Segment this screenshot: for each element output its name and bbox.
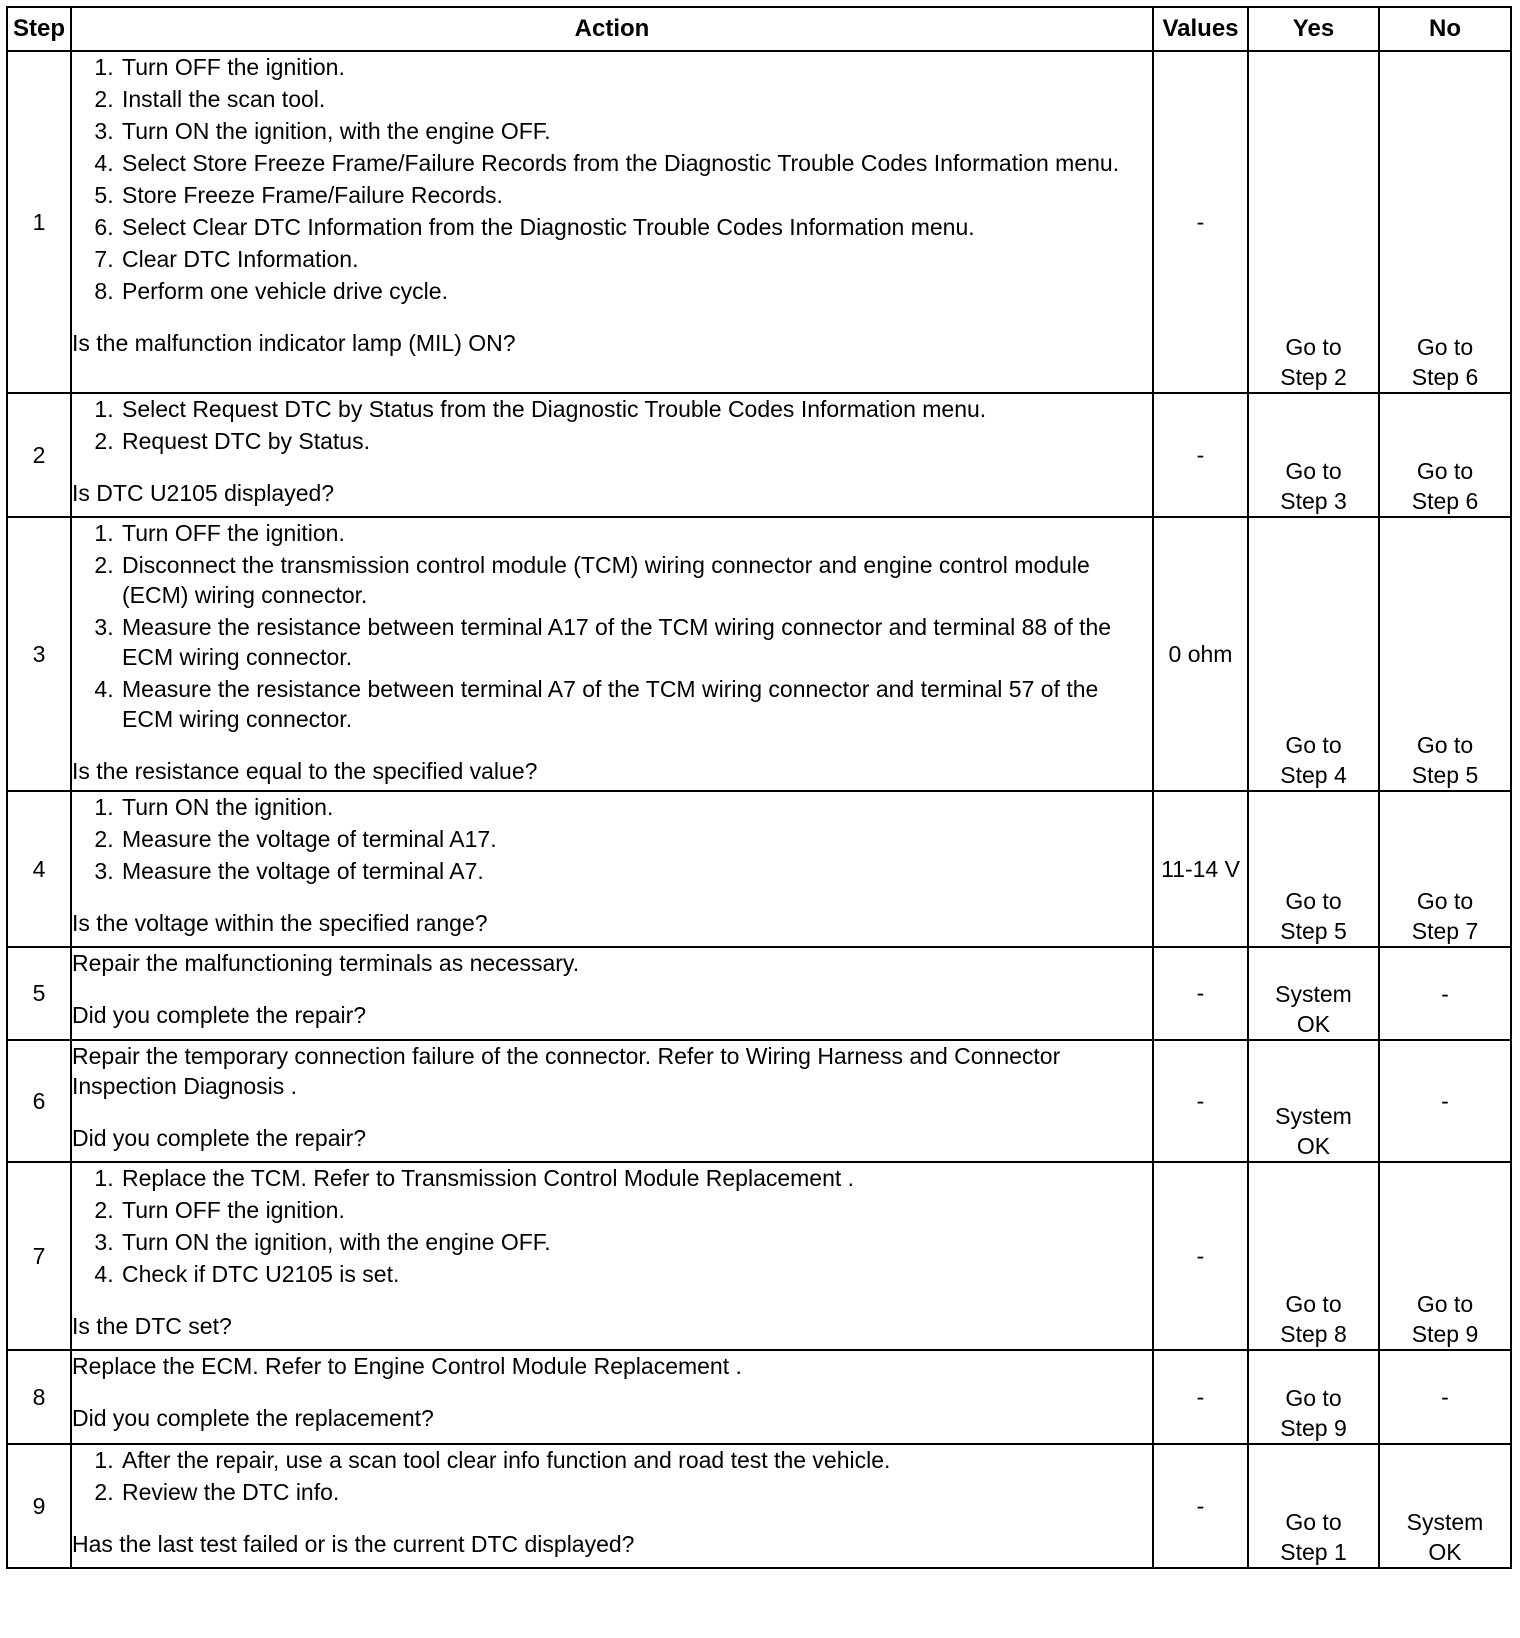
action-question: Is the voltage within the specified range? xyxy=(72,910,488,936)
no-cell xyxy=(1379,1444,1511,1568)
action-step: 1. Replace the TCM. Refer to Transmission Control Module Replacement . xyxy=(120,1163,1152,1193)
no-line: OK xyxy=(1428,1539,1462,1565)
yes-cell xyxy=(1248,51,1379,393)
yes-line: Step 1 xyxy=(1280,1539,1347,1565)
no-line: Go to xyxy=(1416,458,1474,484)
yes-line: Step 8 xyxy=(1280,1321,1347,1347)
action-steps xyxy=(72,1445,1152,1507)
no-cell xyxy=(1379,517,1511,791)
no-line: Go to xyxy=(1416,732,1474,758)
action-step: 3. Measure the voltage of terminal A7. xyxy=(120,856,1152,886)
yes-line: Step 4 xyxy=(1280,762,1347,788)
step-number: 5 xyxy=(7,947,71,1040)
step-number: 3 xyxy=(7,517,71,791)
action-steps xyxy=(72,1163,1152,1289)
header-row xyxy=(7,7,1511,51)
values-cell: 11-14 V xyxy=(1153,791,1248,947)
action-cell xyxy=(71,393,1153,517)
step-number: 9 xyxy=(7,1444,71,1568)
no-line: Go to xyxy=(1416,1291,1474,1317)
action-step: 8. Perform one vehicle drive cycle. xyxy=(120,276,1152,306)
yes-line: OK xyxy=(1296,1133,1331,1159)
table-row xyxy=(7,1040,1511,1162)
action-cell xyxy=(71,791,1153,947)
action-cell xyxy=(71,1162,1153,1350)
action-question: Has the last test failed or is the current DTC displayed? xyxy=(72,1531,635,1557)
header-values: Values xyxy=(1153,7,1248,51)
yes-cell xyxy=(1248,1162,1379,1350)
action-step: 1. Turn OFF the ignition. xyxy=(120,52,1152,82)
step-number: 1 xyxy=(7,51,71,393)
no-line: Go to xyxy=(1416,888,1474,914)
action-question: Did you complete the repair? xyxy=(72,1002,367,1028)
no-cell xyxy=(1379,1162,1511,1350)
action-step: 3. Measure the resistance between terminal A17 of the TCM wiring connector and terminal 88 of the ECM wiring connector. xyxy=(120,612,1152,672)
action-question: Is the resistance equal to the specified value? xyxy=(72,758,538,784)
yes-line: Go to xyxy=(1285,458,1342,484)
action-text: Repair the malfunctioning terminals as necessary. xyxy=(72,950,580,976)
yes-line: System xyxy=(1275,1103,1352,1129)
action-step: 1. Turn OFF the ignition. xyxy=(120,518,1152,548)
step-number: 8 xyxy=(7,1350,71,1444)
action-step: 2. Review the DTC info. xyxy=(120,1477,1152,1507)
values-cell: - xyxy=(1153,1162,1248,1350)
yes-line: Go to xyxy=(1285,1509,1342,1535)
no-cell xyxy=(1379,791,1511,947)
values-cell: - xyxy=(1153,1040,1248,1162)
step-number: 6 xyxy=(7,1040,71,1162)
action-question: Did you complete the repair? xyxy=(72,1125,367,1151)
action-step: 1. Turn ON the ignition. xyxy=(120,792,1152,822)
no-line: Step 5 xyxy=(1411,762,1479,788)
action-cell xyxy=(71,51,1153,393)
values-cell: - xyxy=(1153,51,1248,393)
action-question: Is the malfunction indicator lamp (MIL) ON? xyxy=(72,330,516,356)
values-cell: - xyxy=(1153,1350,1248,1444)
action-step: 3. Turn ON the ignition, with the engine OFF. xyxy=(120,116,1152,146)
yes-line: Step 3 xyxy=(1280,488,1347,514)
yes-line: Step 9 xyxy=(1280,1415,1347,1441)
yes-cell xyxy=(1248,517,1379,791)
table-row xyxy=(7,947,1511,1040)
yes-line: Go to xyxy=(1285,888,1342,914)
no-cell xyxy=(1379,1040,1511,1162)
action-text: Replace the ECM. Refer to Engine Control Module Replacement . xyxy=(72,1353,742,1379)
action-step: 1. After the repair, use a scan tool clear info function and road test the vehicle. xyxy=(120,1445,1152,1475)
table-row xyxy=(7,51,1511,393)
yes-line: Step 5 xyxy=(1280,918,1347,944)
action-step: 4. Select Store Freeze Frame/Failure Records from the Diagnostic Trouble Codes Information menu. xyxy=(120,148,1152,178)
no-line: - xyxy=(1441,980,1449,1007)
action-step: 4. Check if DTC U2105 is set. xyxy=(120,1259,1152,1289)
header-yes: Yes xyxy=(1248,7,1379,51)
yes-line: OK xyxy=(1296,1011,1331,1037)
no-line: Step 6 xyxy=(1411,364,1479,390)
yes-cell xyxy=(1248,1040,1379,1162)
action-steps xyxy=(72,792,1152,886)
values-cell: 0 ohm xyxy=(1153,517,1248,791)
action-cell xyxy=(71,1040,1153,1162)
action-step: 2. Install the scan tool. xyxy=(120,84,1152,114)
yes-line: System xyxy=(1275,981,1352,1007)
yes-line: Go to xyxy=(1285,334,1342,360)
yes-line: Go to xyxy=(1285,1291,1342,1317)
action-steps xyxy=(72,518,1152,734)
action-cell xyxy=(71,1444,1153,1568)
yes-cell xyxy=(1248,1350,1379,1444)
action-step: 3. Turn ON the ignition, with the engine OFF. xyxy=(120,1227,1152,1257)
header-action: Action xyxy=(71,7,1153,51)
no-cell xyxy=(1379,1350,1511,1444)
action-step: 2. Disconnect the transmission control module (TCM) wiring connector and engine control module (ECM) wiring connector. xyxy=(120,550,1152,610)
action-cell xyxy=(71,947,1153,1040)
step-number: 4 xyxy=(7,791,71,947)
action-step: 1. Select Request DTC by Status from the Diagnostic Trouble Codes Information menu. xyxy=(120,394,1152,424)
step-number: 2 xyxy=(7,393,71,517)
no-cell xyxy=(1379,51,1511,393)
table-row xyxy=(7,1162,1511,1350)
yes-line: Go to xyxy=(1285,732,1342,758)
header-no: No xyxy=(1379,7,1511,51)
action-question: Is the DTC set? xyxy=(72,1313,232,1339)
no-cell xyxy=(1379,393,1511,517)
yes-cell xyxy=(1248,947,1379,1040)
action-step: 2. Request DTC by Status. xyxy=(120,426,1152,456)
table-row xyxy=(7,393,1511,517)
diagnostic-table xyxy=(6,6,1512,1569)
no-line: Go to xyxy=(1416,334,1474,360)
action-step: 4. Measure the resistance between terminal A7 of the TCM wiring connector and terminal 57 of the ECM wiring connector. xyxy=(120,674,1152,734)
table-row xyxy=(7,1350,1511,1444)
yes-cell xyxy=(1248,1444,1379,1568)
action-step: 2. Measure the voltage of terminal A17. xyxy=(120,824,1152,854)
no-line: Step 6 xyxy=(1411,488,1479,514)
header-step: Step xyxy=(7,7,71,51)
yes-cell xyxy=(1248,791,1379,947)
table-row xyxy=(7,1444,1511,1568)
values-cell: - xyxy=(1153,947,1248,1040)
action-question: Is DTC U2105 displayed? xyxy=(72,480,335,506)
yes-cell xyxy=(1248,393,1379,517)
no-cell xyxy=(1379,947,1511,1040)
yes-line: Step 2 xyxy=(1280,364,1347,390)
action-cell xyxy=(71,1350,1153,1444)
no-line: - xyxy=(1441,1088,1449,1114)
table-body xyxy=(7,51,1511,1568)
action-steps xyxy=(72,52,1152,306)
action-steps xyxy=(72,394,1152,456)
step-number: 7 xyxy=(7,1162,71,1350)
action-step: 2. Turn OFF the ignition. xyxy=(120,1195,1152,1225)
table-row xyxy=(7,791,1511,947)
action-step: 7. Clear DTC Information. xyxy=(120,244,1152,274)
yes-line: Go to xyxy=(1285,1385,1342,1411)
action-cell xyxy=(71,517,1153,791)
no-line: - xyxy=(1441,1384,1449,1410)
values-cell: - xyxy=(1153,393,1248,517)
no-line: Step 9 xyxy=(1411,1321,1479,1347)
values-cell: - xyxy=(1153,1444,1248,1568)
action-step: 5. Store Freeze Frame/Failure Records. xyxy=(120,180,1152,210)
no-line: Step 7 xyxy=(1411,918,1479,944)
action-text: Repair the temporary connection failure of the connector. Refer to Wiring Harness and Connector Inspection Diagnosis . xyxy=(72,1043,1061,1099)
action-step: 6. Select Clear DTC Information from the Diagnostic Trouble Codes Information menu. xyxy=(120,212,1152,242)
table-row xyxy=(7,517,1511,791)
action-question: Did you complete the replacement? xyxy=(72,1405,434,1431)
no-line: System xyxy=(1406,1509,1484,1535)
